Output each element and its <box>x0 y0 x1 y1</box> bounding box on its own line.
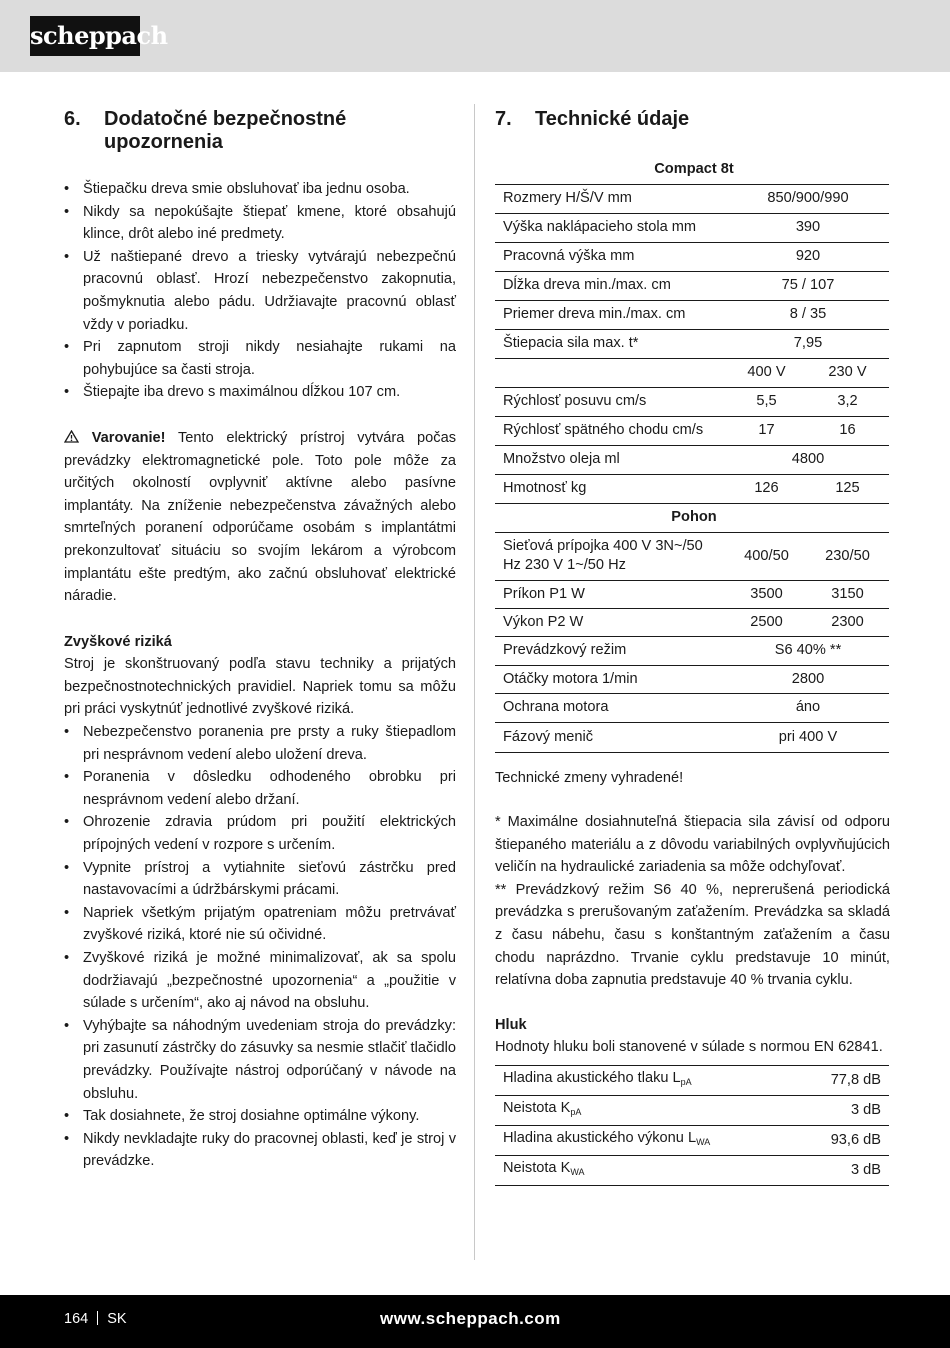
list-item: • Napriek všetkým prijatým opatreniam môžu pretrvávať zvyškové riziká, ktoré nie sú očividné. <box>64 902 456 947</box>
row-label: Priemer dreva min./max. cm <box>495 300 727 329</box>
section-7-heading <box>495 108 890 131</box>
row-value-400v: 17 <box>727 416 806 445</box>
header-bar <box>0 0 950 72</box>
table-row <box>495 329 889 358</box>
table-row <box>495 242 889 271</box>
row-value-230v: 2300 <box>806 608 889 636</box>
list-item: • Ohrozenie zdravia prúdom pri použití elektrických prípojných vedení v rozpore s určením. <box>64 811 456 856</box>
row-label: Hladina akustického tlaku $L_{pA}$ <box>495 1066 799 1096</box>
footnote-mode: ** Prevádzkový režim S6 40 %, neprerušená periodická prevádzka s prerušovaným zaťažením. Prevádzka sa skladá z času nábehu, času s konštantným zaťažením a času chodu naprázdno. Trvanie cyklu predstavuje 10 minút, relatívna doba zapnutia predstavuje 40 % trvania cyklu. <box>495 881 890 989</box>
row-label: Dĺžka dreva min./max. cm <box>495 271 727 300</box>
list-item: • Vyhýbajte sa náhodným uvedeniam stroja do prevádzky: pri zasunutí zástrčky do zásuvky sa nesmie stlačiť tlačidlo prevádzky. Používajte nástroj odporúčaný v návode na obsluhu. <box>64 1015 456 1105</box>
safety-bullet-list <box>64 178 456 404</box>
table-row <box>495 416 889 445</box>
separator <box>97 1311 98 1325</box>
model-name: Compact 8t <box>495 155 889 184</box>
residual-risks-heading: Zvyškové riziká <box>64 633 172 650</box>
warning-label: Varovanie! <box>91 429 166 446</box>
row-value-230v: 16 <box>806 416 889 445</box>
list-item: • Už naštiepané drevo a triesky vytvárajú nebezpečnú pracovnú oblasť. Hrozí nebezpečenstvo zakopnutia, pošmyknutia alebo pádu. Udržiavajte pracovnú oblasť vždy v poriadku. <box>64 246 456 336</box>
list-item: • Nikdy sa nepokúšajte štiepať kmene, ktoré obsahujú klince, drôt alebo iné predmety. <box>64 201 456 246</box>
table-row <box>495 1096 889 1126</box>
row-value: 77,8 dB <box>799 1066 889 1096</box>
section-title: Technické údaje <box>535 108 690 130</box>
table-row <box>495 1066 889 1096</box>
table-row <box>495 474 889 503</box>
noise-intro: Hodnoty hluku boli stanovené v súlade s normou EN 62841. <box>495 1039 883 1056</box>
row-label: Hladina akustického výkonu $L_{WA}$ <box>495 1126 799 1156</box>
row-value: 3 dB <box>799 1096 889 1126</box>
table-row <box>495 184 889 213</box>
table-row <box>495 445 889 474</box>
row-label: Fázový menič <box>495 722 727 752</box>
voltage-400-header: 400 V <box>727 358 806 387</box>
list-item: • Zvyškové riziká je možné minimalizovať, ak sa spolu dodržiavajú „bezpečnostné upozornenia“ a „použitie v súlade s určením“, ako aj návod na obsluhu. <box>64 947 456 1015</box>
residual-risks-intro: Stroj je skonštruovaný podľa stavu techniky a prijatých bezpečnostnotechnických pravidiel. Napriek tomu sa môžu pri práci vyskytnúť jednotlivé zvyškové riziká. <box>64 656 456 718</box>
row-label: Sieťová prípojka 400 V 3N~/50 Hz 230 V 1~/50 Hz <box>495 532 727 580</box>
table-row <box>495 271 889 300</box>
row-label: Neistota $K_{WA}$ <box>495 1156 799 1186</box>
list-item: • Nikdy nevkladajte ruky do pracovnej oblasti, keď je stroj v prevádzke. <box>64 1128 456 1173</box>
noise-heading: Hluk <box>495 1016 527 1033</box>
row-label: Neistota $K_{pA}$ <box>495 1096 799 1126</box>
row-label: Výkon P2 W <box>495 608 727 636</box>
row-label: Výška naklápacieho stola mm <box>495 213 727 242</box>
row-value: áno <box>727 693 889 722</box>
drive-subheading: Pohon <box>495 503 889 532</box>
row-value: 390 <box>727 213 889 242</box>
row-value: 93,6 dB <box>799 1126 889 1156</box>
website-link[interactable]: www.scheppach.com <box>380 1309 561 1328</box>
row-value-230v: 125 <box>806 474 889 503</box>
row-value-400v: 2500 <box>727 608 806 636</box>
row-label: Otáčky motora 1/min <box>495 665 727 693</box>
row-label: Pracovná výška mm <box>495 242 727 271</box>
row-value: pri 400 V <box>727 722 889 752</box>
residual-risks-list <box>64 721 456 1173</box>
footer-bar <box>0 1295 950 1348</box>
column-divider <box>474 104 475 1260</box>
technical-data-table <box>495 155 889 753</box>
row-value: 2800 <box>727 665 889 693</box>
row-label: Hmotnosť kg <box>495 474 727 503</box>
row-label: Štiepacia sila max. t* <box>495 329 727 358</box>
row-value: 920 <box>727 242 889 271</box>
logo-text: scheppach <box>30 21 168 50</box>
table-row <box>495 665 889 693</box>
table-row <box>495 608 889 636</box>
table-row <box>495 1156 889 1186</box>
language-code: SK <box>107 1311 127 1327</box>
row-value-400v: 3500 <box>727 580 806 608</box>
list-item: • Nebezpečenstvo poranenia pre prsty a ruky štiepadlom pri nesprávnom vedení alebo uložení dreva. <box>64 721 456 766</box>
noise-table <box>495 1065 889 1186</box>
row-value-400v: 126 <box>727 474 806 503</box>
row-value: S6 40% ** <box>727 636 889 665</box>
row-value-400v: 400/50 <box>727 532 806 580</box>
row-value: 8 / 35 <box>727 300 889 329</box>
row-value-230v: 3150 <box>806 580 889 608</box>
page-number: 164 <box>64 1311 89 1327</box>
list-item: • Štiepajte iba drevo s maximálnou dĺžkou 107 cm. <box>64 381 456 404</box>
table-row <box>495 213 889 242</box>
list-item: • Štiepačku dreva smie obsluhovať iba jednu osoba. <box>64 178 456 201</box>
warning-triangle-icon <box>64 430 92 446</box>
warning-text: Tento elektrický prístroj vytvára počas prevádzky elektromagnetické pole. Toto pole môže za určitých okolností ovplyvniť aktívne alebo pasívne implantáty. Na zníženie nebezpečenstva závažných alebo smrteľných poranení odporúčame osobám s implantátmi prekonzultovať situáciu so svojím lekárom a výrobcom implantátu ešte predtým, ako začnú obsluhovať elektrické náradie. <box>64 429 456 605</box>
brand-logo <box>30 16 168 56</box>
table-row <box>495 300 889 329</box>
table-row <box>495 155 889 184</box>
changes-note: Technické zmeny vyhradené! <box>495 769 684 786</box>
table-row <box>495 636 889 665</box>
row-label: Množstvo oleja ml <box>495 445 727 474</box>
table-row <box>495 580 889 608</box>
row-label: Ochrana motora <box>495 693 727 722</box>
row-value: 4800 <box>727 445 889 474</box>
row-value-230v: 3,2 <box>806 387 889 416</box>
table-row <box>495 1126 889 1156</box>
row-value: 75 / 107 <box>727 271 889 300</box>
list-item: • Poranenia v dôsledku odhodeného obrobku pri nesprávnom vedení alebo držaní. <box>64 766 456 811</box>
table-row <box>495 387 889 416</box>
row-value: 3 dB <box>799 1156 889 1186</box>
row-label: Rýchlosť posuvu cm/s <box>495 387 727 416</box>
row-label: Rýchlosť spätného chodu cm/s <box>495 416 727 445</box>
page-indicator <box>64 1311 127 1327</box>
section-number: 7. <box>495 108 512 130</box>
row-label: Príkon P1 W <box>495 580 727 608</box>
list-item: • Pri zapnutom stroji nikdy nesiahajte rukami na pohybujúce sa časti stroja. <box>64 336 456 381</box>
voltage-230-header: 230 V <box>806 358 889 387</box>
table-row <box>495 532 889 580</box>
voltage-header-row <box>495 358 889 387</box>
table-row <box>495 722 889 752</box>
right-column <box>495 108 890 1186</box>
row-value: 850/900/990 <box>727 184 889 213</box>
footnote-force: * Maximálne dosiahnuteľná štiepacia sila závisí od odporu štiepaného materiálu a z dôvodu variabilných ovplyvňujúcich veličín na hydraulické zariadenia sa môže odchyľovať. <box>495 814 890 876</box>
row-label: Prevádzkový režim <box>495 636 727 665</box>
table-row <box>495 693 889 722</box>
warning-paragraph <box>64 427 456 608</box>
section-6-heading <box>64 108 456 154</box>
row-value-400v: 5,5 <box>727 387 806 416</box>
row-value-230v: 230/50 <box>806 532 889 580</box>
left-column <box>64 108 456 1173</box>
row-label: Rozmery H/Š/V mm <box>495 184 727 213</box>
list-item: • Vypnite prístroj a vytiahnite sieťovú zástrčku pred nastavovacími a údržbárskymi prácami. <box>64 857 456 902</box>
row-value: 7,95 <box>727 329 889 358</box>
table-row <box>495 503 889 532</box>
section-title: Dodatočné bezpečnostné upozornenia <box>104 108 347 153</box>
list-item: • Tak dosiahnete, že stroj dosiahne optimálne výkony. <box>64 1105 456 1128</box>
section-number: 6. <box>64 108 81 130</box>
